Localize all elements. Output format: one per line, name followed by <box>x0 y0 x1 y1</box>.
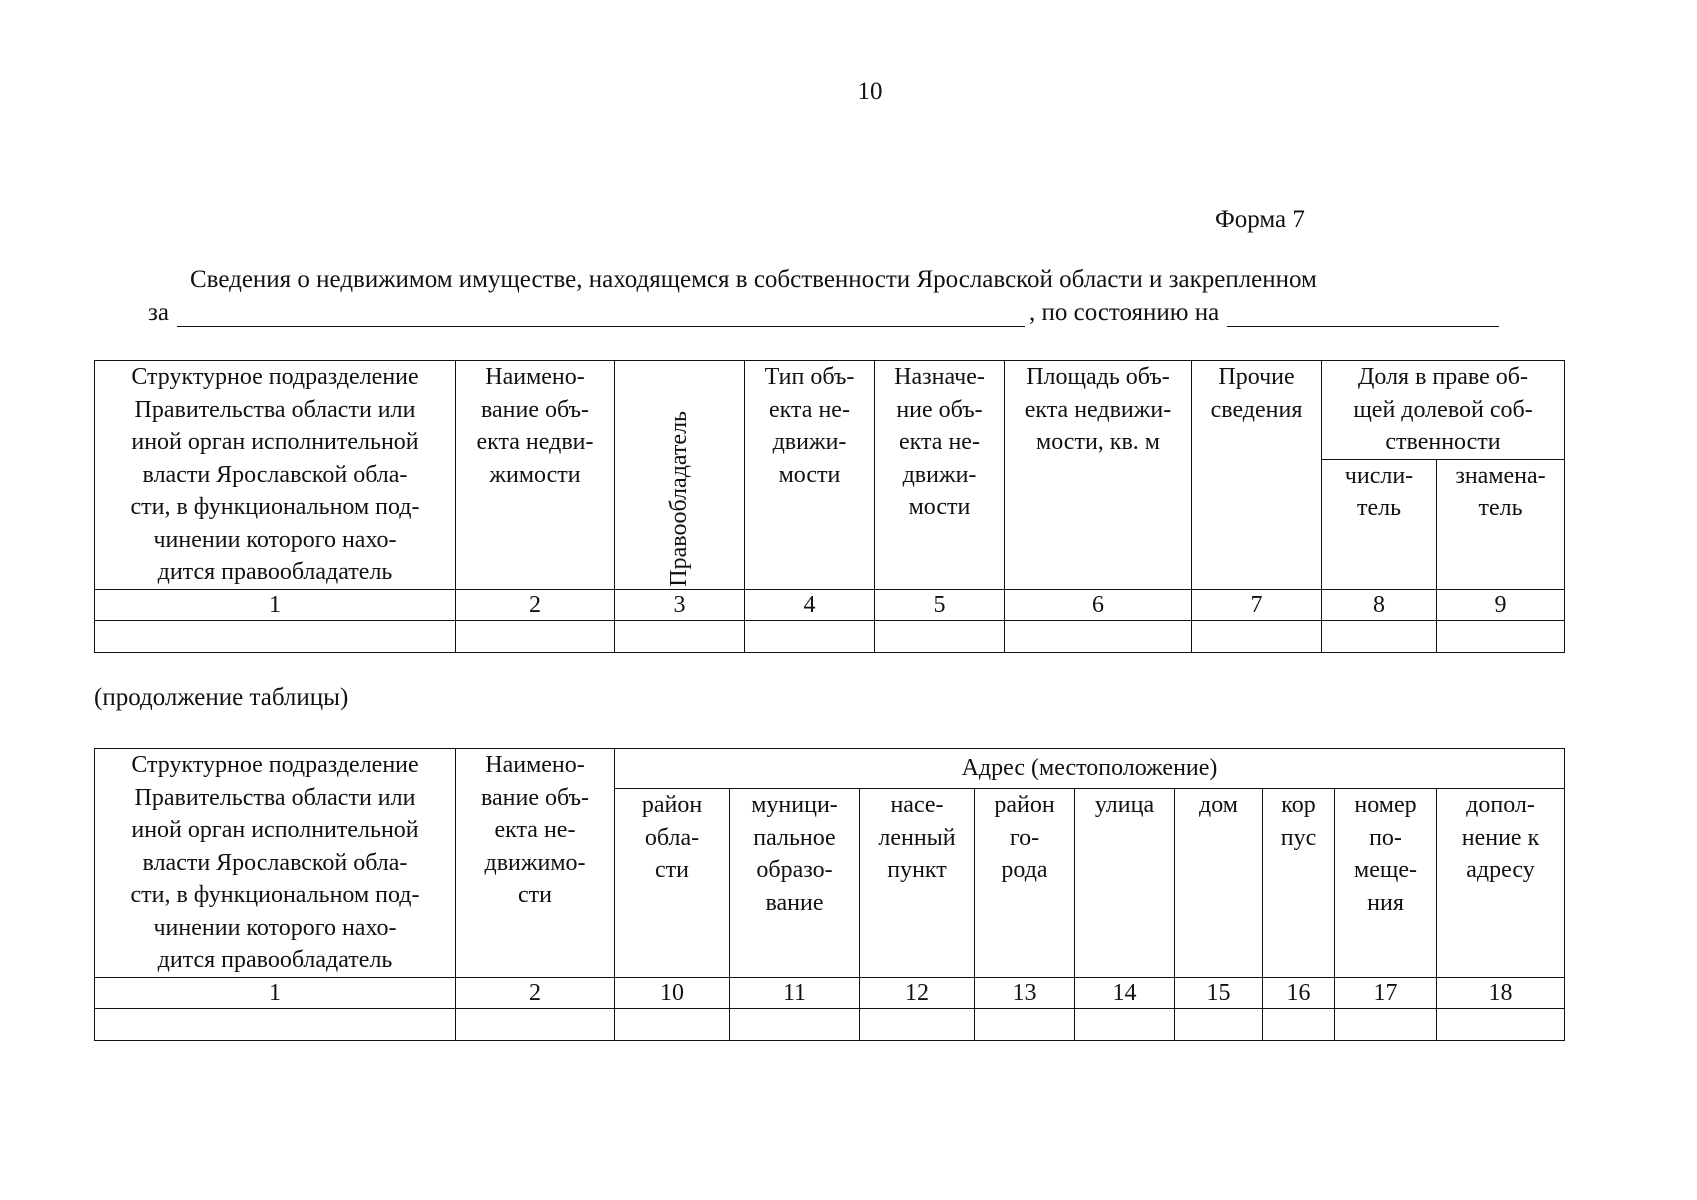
empty-cell[interactable] <box>1075 1008 1175 1040</box>
header-other-info: Прочие сведения <box>1192 361 1322 590</box>
page-number: 10 <box>857 78 883 105</box>
header-object-name: Наимено- вание объ- екта недви- жимости <box>456 361 615 590</box>
header-structural-unit: Структурное подразделение Правительства области или иной орган исполнительной власти Ярославской обла- сти, в функциональном под- чинении которого нахо- дится правообладатель <box>95 749 456 978</box>
header-address-group: Адрес (местоположение) <box>615 749 1565 789</box>
header-settlement: насе- ленный пункт <box>860 789 975 977</box>
header-right-holder: Правообладатель <box>615 361 745 590</box>
empty-cell[interactable] <box>975 1008 1075 1040</box>
empty-cell[interactable] <box>95 621 456 653</box>
column-number: 10 <box>615 977 730 1008</box>
header-share-group: Доля в праве об- щей долевой соб- ственности <box>1322 361 1565 460</box>
header-street: улица <box>1075 789 1175 977</box>
continuation-label: (продолжение таблицы) <box>94 684 349 711</box>
header-object-purpose: Назначе- ние объ- екта не- движи- мости <box>875 361 1005 590</box>
column-number: 6 <box>1005 590 1192 621</box>
column-number: 9 <box>1437 590 1565 621</box>
column-number: 3 <box>615 590 745 621</box>
empty-cell[interactable] <box>860 1008 975 1040</box>
organization-blank-field[interactable] <box>177 304 1025 327</box>
column-number: 2 <box>456 590 615 621</box>
real-estate-table <box>94 360 1565 653</box>
form-title: Сведения о недвижимом имуществе, находящемся в собственности Ярославской области и закрепленном <box>190 266 1317 293</box>
header-building: кор пус <box>1263 789 1335 977</box>
header-room-number: номер по- меще- ния <box>1335 789 1437 977</box>
column-number: 8 <box>1322 590 1437 621</box>
header-municipality: муници- пальное образо- вание <box>730 789 860 977</box>
column-number: 1 <box>95 977 456 1008</box>
header-city-district: район го- рода <box>975 789 1075 977</box>
column-number: 4 <box>745 590 875 621</box>
header-object-area: Площадь объ- екта недвижи- мости, кв. м <box>1005 361 1192 590</box>
column-number: 15 <box>1175 977 1263 1008</box>
header-house: дом <box>1175 789 1263 977</box>
title-prefix: за <box>148 299 169 326</box>
column-number: 18 <box>1437 977 1565 1008</box>
empty-cell[interactable] <box>456 1008 615 1040</box>
empty-cell[interactable] <box>1322 621 1437 653</box>
empty-cell[interactable] <box>745 621 875 653</box>
header-object-name: Наимено- вание объ- екта не- движимо- сти <box>456 749 615 978</box>
empty-cell[interactable] <box>1263 1008 1335 1040</box>
column-number: 17 <box>1335 977 1437 1008</box>
empty-cell[interactable] <box>615 621 745 653</box>
header-structural-unit: Структурное подразделение Правительства области или иной орган исполнительной власти Ярославской обла- сти, в функциональном под- чинении которого нахо- дится правообладатель <box>95 361 456 590</box>
header-region-district: район обла- сти <box>615 789 730 977</box>
empty-cell[interactable] <box>1437 621 1565 653</box>
address-table <box>94 748 1565 1041</box>
column-number: 7 <box>1192 590 1322 621</box>
column-number: 12 <box>860 977 975 1008</box>
header-numerator: числи- тель <box>1322 459 1437 589</box>
empty-cell[interactable] <box>875 621 1005 653</box>
empty-cell[interactable] <box>1437 1008 1565 1040</box>
empty-cell[interactable] <box>615 1008 730 1040</box>
form-label: Форма 7 <box>1215 206 1305 233</box>
empty-cell[interactable] <box>730 1008 860 1040</box>
column-number: 13 <box>975 977 1075 1008</box>
column-number: 1 <box>95 590 456 621</box>
empty-cell[interactable] <box>1175 1008 1263 1040</box>
header-address-addition: допол- нение к адресу <box>1437 789 1565 977</box>
column-number: 16 <box>1263 977 1335 1008</box>
empty-cell[interactable] <box>95 1008 456 1040</box>
column-number: 5 <box>875 590 1005 621</box>
empty-cell[interactable] <box>1335 1008 1437 1040</box>
header-denominator: знамена- тель <box>1437 459 1565 589</box>
column-number: 14 <box>1075 977 1175 1008</box>
date-blank-field[interactable] <box>1227 304 1499 327</box>
title-date-prefix: , по состоянию на <box>1028 299 1220 326</box>
form-title-line2 <box>148 299 1499 327</box>
column-number: 11 <box>730 977 860 1008</box>
column-number: 2 <box>456 977 615 1008</box>
header-object-type: Тип объ- екта не- движи- мости <box>745 361 875 590</box>
empty-cell[interactable] <box>456 621 615 653</box>
empty-cell[interactable] <box>1192 621 1322 653</box>
empty-cell[interactable] <box>1005 621 1192 653</box>
